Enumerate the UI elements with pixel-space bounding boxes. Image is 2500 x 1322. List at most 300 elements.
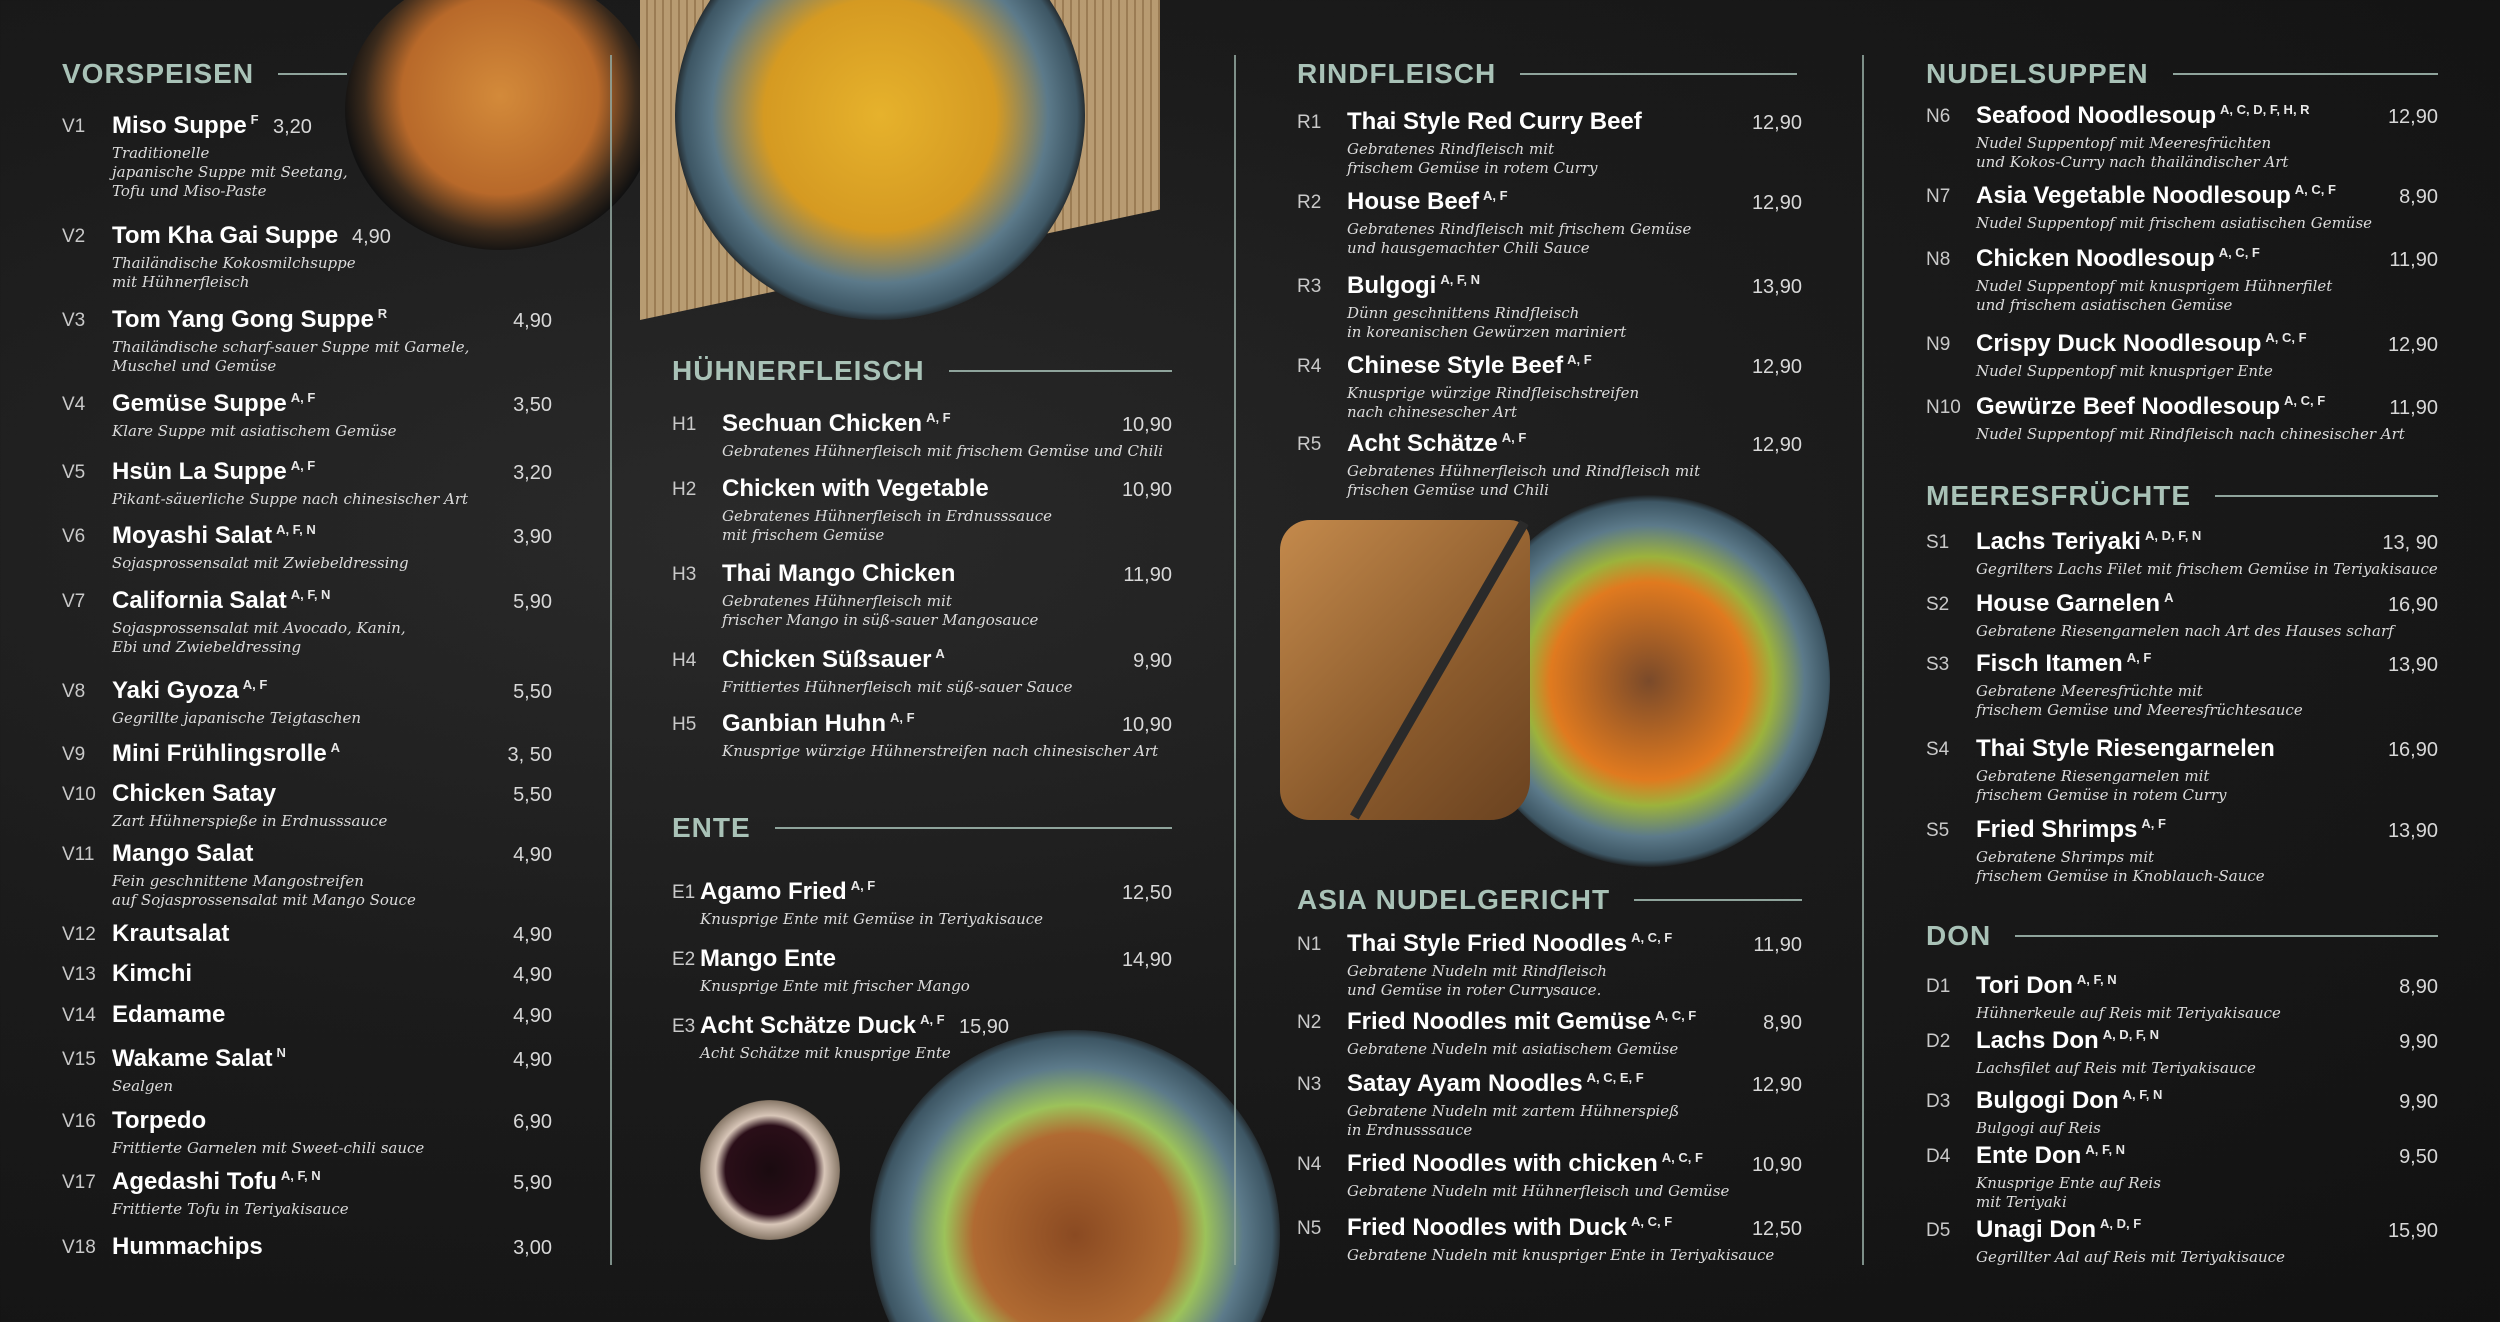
item-name-text: Chicken Satay (112, 780, 277, 807)
item-name-text: Thai Style Riesengarnelen (1976, 735, 2275, 762)
item-code: N10 (1926, 397, 1961, 418)
item-price: 8,90 (1763, 1012, 1802, 1034)
item-name (112, 780, 276, 808)
item-code: D3 (1926, 1091, 1951, 1112)
item-name-text: Bulgogi (1347, 272, 1437, 299)
item-allergens: A, F, N (290, 587, 331, 602)
item-name-text: Yaki Gyoza (112, 677, 239, 704)
item-name (700, 945, 836, 973)
item-name (112, 840, 253, 868)
menu-item (1297, 930, 1802, 999)
item-name-text: Mango Ente (700, 945, 836, 972)
item-name-text: Gemüse Suppe (112, 390, 287, 417)
item-name-text: Gewürze Beef Noodlesoup (1976, 393, 2281, 420)
item-name-text: House Garnelen (1976, 590, 2161, 617)
item-description: Gebratene Nudeln mit knuspriger Ente in Teriyakisauce (1347, 1246, 1775, 1264)
item-name (112, 1233, 263, 1261)
item-description: Gebratenes Hühnerfleisch und Rindfleisch mit frischen Gemüse und Chili (1347, 462, 1701, 499)
item-code: E1 (672, 882, 696, 903)
item-price: 16,90 (2387, 739, 2438, 761)
item-name (1976, 1087, 2162, 1115)
item-name-text: Agamo Fried (700, 878, 847, 905)
menu-item (62, 780, 552, 840)
item-code: N9 (1926, 334, 1951, 355)
item-price: 3,20 (513, 462, 552, 484)
item-description: Gebratenes Hühnerfleisch mit frischem Gemüse und Chili (722, 442, 1164, 460)
item-allergens: A, F, N (1440, 272, 1481, 287)
menu-item (62, 390, 552, 450)
menu-item (62, 1045, 552, 1105)
item-code: S2 (1926, 594, 1950, 615)
item-name-text: Moyashi Salat (112, 522, 273, 549)
item-allergens: A, F (1567, 352, 1592, 367)
item-description: Nudel Suppentopf mit knuspriger Ente (1976, 362, 2273, 380)
item-price: 15,90 (959, 1016, 1010, 1038)
item-name-text: Torpedo (112, 1107, 207, 1134)
item-name (1976, 1027, 2159, 1055)
menu-item (1297, 1150, 1802, 1210)
item-allergens: A, C, D, F, H, R (2220, 102, 2310, 117)
item-description: Knusprige würzige Rindfleischstreifen nach chinesescher Art (1347, 384, 1640, 421)
item-code: E2 (672, 949, 696, 970)
item-name-text: Ente Don (1976, 1142, 2082, 1169)
item-code: D2 (1926, 1031, 1951, 1052)
item-code: N6 (1926, 106, 1951, 127)
item-price: 12,90 (1751, 356, 1802, 378)
item-price: 4,90 (513, 924, 552, 946)
item-price: 13, 90 (2382, 532, 2438, 554)
item-name (112, 1168, 321, 1196)
item-name-text: Mini Frühlingsrolle (112, 740, 327, 767)
item-description: Frittierte Tofu in Teriyakisauce (112, 1200, 349, 1218)
items-don (1926, 0, 2438, 1322)
item-code: R1 (1297, 112, 1322, 133)
column-vorspeisen (62, 0, 552, 1322)
item-name-text: Lachs Teriyaki (1976, 528, 2141, 555)
item-name-text: Fried Noodles mit Gemüse (1347, 1008, 1652, 1035)
item-name (1347, 1008, 1696, 1036)
item-allergens: A, C, F (1631, 1214, 1673, 1229)
menu-item (1926, 972, 2438, 1032)
item-description: Thailändische Kokosmilchsuppe mit Hühnerfleisch (112, 254, 356, 291)
item-allergens: A, F (290, 390, 316, 405)
item-code: V9 (62, 744, 86, 765)
item-price: 8,90 (2399, 976, 2438, 998)
item-description: Gebratenes Hühnerfleisch in Erdnusssauce mit frischem Gemüse (722, 507, 1053, 544)
items-ente (672, 0, 1172, 1322)
item-description: Fein geschnittene Mangostreifen auf Sojasprossensalat mit Mango Souce (112, 872, 416, 909)
item-price: 11,90 (1753, 934, 1802, 956)
item-code: N8 (1926, 249, 1951, 270)
item-code: E3 (672, 1016, 696, 1037)
item-name (112, 222, 338, 250)
item-description: Zart Hühnerspieße in Erdnusssauce (112, 812, 388, 830)
column-nudelsuppen-meer-don (1926, 0, 2438, 1322)
item-name (700, 1012, 945, 1040)
item-allergens: A, D, F, N (2144, 528, 2202, 543)
item-price: 13,90 (2387, 654, 2438, 676)
item-allergens: A, F (2141, 816, 2166, 831)
section-title: ASIA NUDELGERICHT (1297, 884, 1611, 915)
item-allergens: A, C, E, F (1586, 1070, 1644, 1085)
menu-item (62, 1168, 552, 1228)
item-price: 16,90 (2387, 594, 2438, 616)
item-name (112, 458, 315, 486)
item-price: 12,90 (1751, 1074, 1802, 1096)
item-price: 3,90 (513, 526, 552, 548)
item-price: 12,90 (1751, 434, 1802, 456)
menu-item (62, 458, 552, 518)
item-allergens: A, F, N (2122, 1087, 2163, 1102)
item-description: Nudel Suppentopf mit Rindfleisch nach chinesischer Art (1976, 425, 2405, 443)
item-code: V14 (62, 1005, 96, 1026)
item-price: 4,90 (513, 964, 552, 986)
section-title: VORSPEISEN (62, 58, 255, 89)
item-description: Traditionelle japanische Suppe mit Seetang, Tofu und Miso-Paste (112, 144, 348, 200)
item-description: Gebratene Nudeln mit Hühnerfleisch und Gemüse (1347, 1182, 1730, 1200)
item-name-text: Fried Noodles with Duck (1347, 1214, 1628, 1241)
item-code: V17 (62, 1172, 96, 1193)
item-name-text: Tom Kha Gai Suppe (112, 222, 339, 249)
item-name-text: Fisch Itamen (1976, 650, 2123, 677)
item-price: 12,90 (2387, 106, 2438, 128)
column-divider (610, 55, 612, 1265)
item-description: Nudel Suppentopf mit knusprigem Hühnerfilet und frischem asiatischen Gemüse (1976, 277, 2333, 314)
item-name (112, 960, 192, 988)
item-description: Klare Suppe mit asiatischem Gemüse (112, 422, 397, 440)
section-title: NUDELSUPPEN (1926, 58, 2149, 89)
item-allergens: A, C, F (2284, 393, 2326, 408)
item-price: 11,90 (2389, 397, 2438, 419)
item-name-text: Satay Ayam Noodles (1347, 1070, 1583, 1097)
item-name-text: Acht Schätze Duck (700, 1012, 917, 1039)
item-allergens: A, F (850, 878, 876, 893)
item-description: Thailändische scharf-sauer Suppe mit Garnele, Muschel und Gemüse (112, 338, 470, 375)
item-description: Hühnerkeule auf Reis mit Teriyakisauce (1976, 1004, 2281, 1022)
section-title: RINDFLEISCH (1297, 58, 1497, 89)
item-name-text: Sechuan Chicken (722, 410, 923, 437)
item-description: Gebratene Shrimps mit frischem Gemüse in Knoblauch-Sauce (1976, 848, 2265, 885)
menu-item (672, 945, 1172, 1005)
item-description: Gebratene Nudeln mit Rindfleisch und Gemüse in roter Currysauce. (1347, 962, 1607, 999)
item-code: N1 (1297, 934, 1322, 955)
item-code: V3 (62, 310, 86, 331)
item-name-text: Krautsalat (112, 920, 230, 947)
menu-item (62, 306, 552, 375)
item-price: 5,50 (513, 681, 552, 703)
item-price: 4,90 (513, 1005, 552, 1027)
item-code: H5 (672, 714, 697, 735)
item-description: Nudel Suppentopf mit frischem asiatischen Gemüse (1976, 214, 2373, 232)
column-rindfleisch-nudeln (1297, 0, 1802, 1322)
item-code: V1 (62, 116, 86, 137)
item-name (1976, 1142, 2125, 1170)
item-name-text: House Beef (1347, 188, 1480, 215)
item-price: 4,90 (513, 844, 552, 866)
item-name (1347, 1150, 1703, 1178)
item-description: Acht Schätze mit knusprige Ente (700, 1044, 951, 1062)
item-allergens: A, D, F, N (2102, 1027, 2160, 1042)
item-price: 4,90 (352, 226, 391, 248)
item-allergens: A, F (890, 710, 915, 725)
menu-item (1297, 1214, 1802, 1274)
item-code: R2 (1297, 192, 1322, 213)
menu-item (62, 222, 552, 291)
menu-item (1926, 1027, 2438, 1087)
item-code: H2 (672, 479, 697, 500)
item-code: H3 (672, 564, 697, 585)
item-code: V11 (62, 844, 95, 865)
item-name-text: Miso Suppe (112, 112, 247, 139)
item-code: V12 (62, 924, 96, 945)
menu-item (1926, 1142, 2438, 1211)
item-allergens: N (276, 1045, 286, 1060)
menu-item (62, 840, 552, 909)
items-vorspeisen (62, 0, 552, 1322)
item-allergens: A, F, N (276, 522, 316, 537)
item-description: Gebratene Meeresfrüchte mit frischem Gemüse und Meeresfrüchtesauce (1976, 682, 2303, 719)
item-allergens: A, F (920, 1012, 945, 1027)
item-description: Bulgogi auf Reis (1976, 1119, 2101, 1137)
item-name-text: Edamame (112, 1001, 226, 1028)
item-price: 8,90 (2399, 186, 2438, 208)
item-price: 13,90 (2387, 820, 2438, 842)
menu-item (672, 878, 1172, 938)
item-allergens: A, F (926, 410, 951, 425)
item-name-text: Lachs Don (1976, 1027, 2099, 1054)
item-price: 5,50 (513, 784, 552, 806)
item-price: 3, 50 (507, 744, 552, 766)
item-name (112, 306, 387, 334)
item-price: 13,90 (1751, 276, 1802, 298)
item-allergens: F (250, 112, 259, 127)
item-allergens: A (935, 646, 945, 661)
item-allergens: A, C, F (1655, 1008, 1697, 1023)
item-allergens: A, C, F (2265, 330, 2307, 345)
item-name (112, 1045, 286, 1073)
item-name (112, 920, 229, 948)
item-description: Gegrilters Lachs Filet mit frischem Gemüse in Teriyakisauce (1976, 560, 2438, 578)
section-title: ENTE (672, 812, 751, 843)
item-code: V10 (62, 784, 96, 805)
item-code: R3 (1297, 276, 1322, 297)
item-allergens: A, F, N (280, 1168, 321, 1183)
item-allergens: A (330, 740, 341, 755)
item-name-text: California Salat (112, 587, 287, 614)
menu-item (62, 112, 552, 200)
item-name-text: Asia Vegetable Noodlesoup (1976, 182, 2291, 209)
item-code: S4 (1926, 739, 1950, 760)
item-price: 4,90 (513, 310, 552, 332)
item-description: Dünn geschnittens Rindfleisch in koreanischen Gewürzen mariniert (1347, 304, 1627, 341)
item-name-text: Hummachips (112, 1233, 263, 1260)
items-nudelgericht (1297, 0, 1802, 1322)
item-allergens: A (2164, 590, 2174, 605)
item-price: 14,90 (1121, 949, 1172, 971)
item-price: 11,90 (1123, 564, 1172, 586)
item-description: Gebratenes Hühnerfleisch mit frischer Mango in süß-sauer Mangosauce (722, 592, 1039, 629)
item-code: V4 (62, 394, 86, 415)
item-name-text: Kimchi (112, 960, 193, 987)
item-price: 5,90 (513, 1172, 552, 1194)
item-code: V13 (62, 964, 96, 985)
menu-item (1926, 1087, 2438, 1147)
item-price: 6,90 (513, 1111, 552, 1133)
item-price: 3,50 (513, 394, 552, 416)
item-code: R4 (1297, 356, 1322, 377)
item-price: 3,20 (273, 116, 312, 138)
item-name-text: Chicken with Vegetable (722, 475, 989, 502)
item-code: D5 (1926, 1220, 1951, 1241)
item-price: 10,90 (1751, 1154, 1802, 1176)
item-name (1976, 1216, 2141, 1244)
item-price: 9,90 (1133, 650, 1172, 672)
item-name-text: Chicken Noodlesoup (1976, 245, 2215, 272)
item-description: Gebratene Nudeln mit asiatischem Gemüse (1347, 1040, 1679, 1058)
item-name-text: Fried Shrimps (1976, 816, 2138, 843)
column-huehnerfleisch-ente (672, 0, 1172, 1322)
item-code: V6 (62, 526, 86, 547)
item-description: Frittierte Garnelen mit Sweet-chili sauce (112, 1139, 425, 1157)
item-name-text: Unagi Don (1976, 1216, 2096, 1243)
item-code: D1 (1926, 976, 1951, 997)
item-name (1347, 1214, 1672, 1242)
item-code: H4 (672, 650, 697, 671)
item-name (112, 390, 315, 418)
item-price: 15,90 (2387, 1220, 2438, 1242)
item-name-text: Thai Mango Chicken (722, 560, 956, 587)
item-code: V2 (62, 226, 86, 247)
item-allergens: A, C, F (1631, 930, 1673, 945)
item-allergens: A, F, N (2076, 972, 2117, 987)
item-code: V18 (62, 1237, 96, 1258)
item-name-text: Mango Salat (112, 840, 254, 867)
item-name (1347, 1070, 1644, 1098)
column-divider (1862, 55, 1864, 1265)
item-price: 9,90 (2399, 1031, 2438, 1053)
menu-item (1297, 1070, 1802, 1139)
item-code: V15 (62, 1049, 96, 1070)
item-allergens: A, F (290, 458, 316, 473)
item-description: Sojasprossensalat mit Avocado, Kanin, Ebi und Zwiebeldressing (112, 619, 406, 656)
item-code: R5 (1297, 434, 1322, 455)
item-description: Gegrillter Aal auf Reis mit Teriyakisauce (1976, 1248, 2285, 1266)
item-code: S3 (1926, 654, 1950, 675)
item-description: Gebratene Riesengarnelen mit frischem Gemüse in rotem Curry (1976, 767, 2227, 804)
item-price: 10,90 (1121, 414, 1172, 436)
item-code: V16 (62, 1111, 96, 1132)
section-title: HÜHNERFLEISCH (672, 355, 925, 386)
item-name-text: Crispy Duck Noodlesoup (1976, 330, 2262, 357)
item-name-text: Thai Style Fried Noodles (1347, 930, 1628, 957)
item-price: 9,50 (2399, 1146, 2438, 1168)
section-title: MEERESFRÜCHTE (1926, 480, 2192, 511)
item-description: Pikant-säuerliche Suppe nach chinesischer Art (112, 490, 469, 508)
item-allergens: A, C, F (2218, 245, 2260, 260)
item-name-text: Wakame Salat (112, 1045, 273, 1072)
item-price: 12,50 (1121, 882, 1172, 904)
item-name (112, 112, 259, 140)
item-price: 3,00 (513, 1237, 552, 1259)
item-name-text: Acht Schätze (1347, 430, 1498, 457)
item-allergens: R (377, 306, 388, 321)
item-description: Knusprige Ente mit frischer Mango (700, 977, 970, 995)
item-code: V7 (62, 591, 86, 612)
item-code: V5 (62, 462, 86, 483)
item-code: N5 (1297, 1218, 1322, 1239)
item-name-text: Tom Yang Gong Suppe (112, 306, 374, 333)
item-name-text: Thai Style Red Curry Beef (1347, 108, 1642, 135)
item-name-text: Agedashi Tofu (112, 1168, 277, 1195)
item-description: Nudel Suppentopf mit Meeresfrüchten und Kokos-Curry nach thailändischer Art (1976, 134, 2289, 171)
menu-item (62, 1233, 552, 1293)
section-title: DON (1926, 920, 1992, 951)
item-description: Gebratenes Rindfleisch mit frischem Gemüse in rotem Curry (1347, 140, 1598, 177)
item-code: H1 (672, 414, 697, 435)
item-name-text: Ganbian Huhn (722, 710, 886, 737)
column-divider (1234, 55, 1236, 1265)
item-price: 12,50 (1751, 1218, 1802, 1240)
item-price: 10,90 (1121, 479, 1172, 501)
item-name (112, 1001, 225, 1029)
item-allergens: A, C, F (1661, 1150, 1703, 1165)
item-name-text: Chinese Style Beef (1347, 352, 1564, 379)
item-name-text: Chicken Süßsauer (722, 646, 932, 673)
menu-item (62, 587, 552, 656)
item-description: Frittiertes Hühnerfleisch mit süß-sauer Sauce (722, 678, 1073, 696)
item-name-text: Fried Noodles with chicken (1347, 1150, 1658, 1177)
item-allergens: A, F, N (2085, 1142, 2126, 1157)
menu-item (1297, 1008, 1802, 1068)
item-name-text: Hsün La Suppe (112, 458, 287, 485)
item-price: 12,90 (1751, 112, 1802, 134)
item-code: S5 (1926, 820, 1950, 841)
item-allergens: A, F (1501, 430, 1527, 445)
item-code: V8 (62, 681, 86, 702)
item-description: Gebratenes Rindfleisch mit frischem Gemüse und hausgemachter Chili Sauce (1347, 220, 1692, 257)
menu-item (62, 1107, 552, 1167)
item-allergens: A, F (1483, 188, 1508, 203)
item-name (1976, 972, 2117, 1000)
menu-item (1926, 1216, 2438, 1276)
item-name (112, 587, 330, 615)
item-description: Gebratene Riesengarnelen nach Art des Hauses scharf (1976, 622, 2394, 640)
item-allergens: A, F (2126, 650, 2152, 665)
item-name (112, 677, 267, 705)
item-description: Sealgen (112, 1077, 174, 1095)
item-name (112, 522, 316, 550)
item-name-text: Seafood Noodlesoup (1976, 102, 2216, 129)
item-allergens: A, C, F (2294, 182, 2336, 197)
item-code: N7 (1926, 186, 1951, 207)
item-code: N4 (1297, 1154, 1322, 1175)
item-name (112, 1107, 206, 1135)
item-description: Lachsfilet auf Reis mit Teriyakisauce (1976, 1059, 2256, 1077)
item-price: 9,90 (2399, 1091, 2438, 1113)
item-price: 5,90 (513, 591, 552, 613)
item-description: Gegrillte japanische Teigtaschen (112, 709, 362, 727)
item-name-text: Bulgogi Don (1976, 1087, 2119, 1114)
item-price: 10,90 (1121, 714, 1172, 736)
item-description: Knusprige Ente auf Reis mit Teriyaki (1976, 1174, 2161, 1211)
item-code: N3 (1297, 1074, 1322, 1095)
item-name (112, 740, 340, 768)
item-price: 11,90 (2389, 249, 2438, 271)
item-description: Knusprige Ente mit Gemüse in Teriyakisauce (700, 910, 1044, 928)
item-price: 12,90 (2387, 334, 2438, 356)
item-name (1347, 930, 1672, 958)
item-name (700, 878, 875, 906)
